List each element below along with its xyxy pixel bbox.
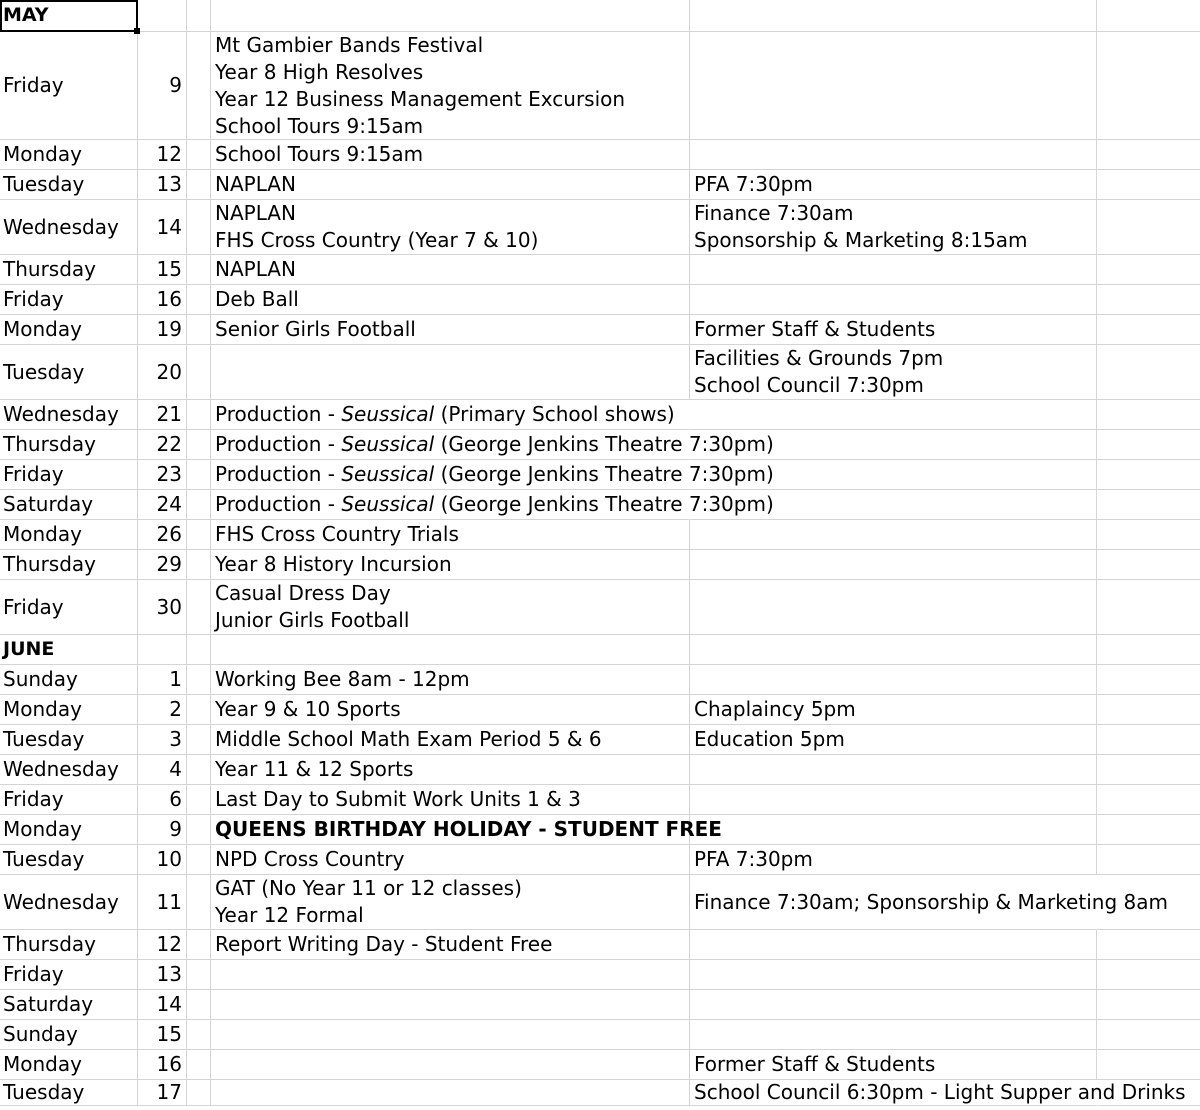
event-line: Last Day to Submit Work Units 1 & 3 (215, 787, 581, 811)
event-line: School Tours 9:15am (215, 113, 424, 138)
event-line: NPD Cross Country (215, 847, 405, 871)
meeting-line: PFA 7:30pm (694, 172, 813, 196)
meeting-line: Former Staff & Students (694, 1052, 936, 1076)
spacer-cell[interactable] (187, 285, 211, 315)
date-number: 4 (169, 757, 182, 781)
day-name: Saturday (3, 492, 94, 516)
spacer-cell[interactable] (187, 990, 211, 1020)
spacer-cell[interactable] (187, 345, 211, 400)
day-name: Monday (3, 522, 82, 546)
event-line: GAT (No Year 11 or 12 classes) (215, 876, 522, 900)
month-header-cell[interactable] (0, 0, 138, 32)
meetings-cell[interactable] (690, 345, 1097, 400)
event-line: NAPLAN (215, 257, 296, 281)
date-number-cell[interactable] (138, 1080, 187, 1106)
day-name: Monday (3, 1052, 82, 1076)
empty-cell[interactable] (211, 635, 690, 665)
empty-cell[interactable] (1097, 695, 1200, 725)
date-number: 23 (156, 462, 182, 486)
day-name-cell[interactable] (0, 400, 138, 430)
meetings-cell[interactable] (690, 1050, 1097, 1080)
empty-cell[interactable] (1097, 960, 1200, 990)
day-name-cell[interactable] (0, 345, 138, 400)
meetings-cell[interactable] (690, 580, 1097, 635)
event-line: Deb Ball (215, 287, 299, 311)
meetings-cell[interactable] (690, 285, 1097, 315)
date-number-cell[interactable] (138, 785, 187, 815)
day-name: Tuesday (3, 847, 85, 871)
day-name-cell[interactable] (0, 430, 138, 460)
event-line: Casual Dress Day (215, 581, 391, 605)
empty-cell[interactable] (1097, 1020, 1200, 1050)
day-name: Friday (3, 787, 64, 811)
empty-cell[interactable] (138, 0, 187, 32)
date-number-cell[interactable] (138, 140, 187, 170)
empty-cell[interactable] (1097, 400, 1200, 430)
day-name: Tuesday (3, 1080, 85, 1104)
production-detail: (Primary School shows) (434, 402, 675, 426)
meeting-line: Chaplaincy 5pm (694, 697, 856, 721)
empty-cell[interactable] (1097, 845, 1200, 875)
date-number-cell[interactable] (138, 930, 187, 960)
events-cell[interactable] (211, 665, 690, 695)
production-event (215, 401, 685, 428)
day-name-cell[interactable] (0, 695, 138, 725)
meetings-cell[interactable] (690, 1020, 1097, 1050)
events-cell[interactable] (211, 930, 690, 960)
day-name: Thursday (3, 257, 96, 281)
date-number: 10 (156, 847, 182, 871)
spacer-cell[interactable] (187, 815, 211, 845)
date-number: 9 (169, 817, 182, 841)
meetings-cell[interactable] (690, 170, 1097, 200)
event-line: Mt Gambier Bands Festival (215, 32, 484, 57)
date-number-cell[interactable] (138, 665, 187, 695)
event-line: Year 12 Formal (215, 903, 364, 927)
date-number: 14 (156, 214, 182, 239)
day-name-cell[interactable] (0, 32, 138, 140)
events-cell[interactable] (211, 430, 774, 460)
meetings-cell[interactable] (690, 815, 1097, 845)
spacer-cell[interactable] (187, 725, 211, 755)
meeting-line: Finance 7:30am (694, 201, 854, 225)
empty-cell[interactable] (211, 0, 690, 32)
date-number: 11 (156, 889, 182, 914)
meetings-cell[interactable] (690, 1080, 1186, 1106)
empty-cell[interactable] (1097, 785, 1200, 815)
day-name-cell[interactable] (0, 1080, 138, 1106)
day-name-cell[interactable] (0, 990, 138, 1020)
day-name: Wednesday (3, 402, 119, 426)
empty-cell[interactable] (1097, 345, 1200, 400)
empty-cell[interactable] (1097, 520, 1200, 550)
day-name-cell[interactable] (0, 490, 138, 520)
date-number: 13 (156, 962, 182, 986)
event-line: NAPLAN (215, 201, 296, 225)
production-detail: (George Jenkins Theatre 7:30pm) (434, 462, 774, 486)
date-number: 9 (169, 73, 182, 97)
spacer-cell[interactable] (187, 140, 211, 170)
day-name-cell[interactable] (0, 960, 138, 990)
date-number: 24 (156, 492, 182, 516)
event-line: Junior Girls Football (215, 608, 410, 632)
day-name-cell[interactable] (0, 255, 138, 285)
events-cell[interactable] (211, 32, 690, 140)
date-number-cell[interactable] (138, 460, 187, 490)
production-event (215, 431, 774, 458)
production-event (215, 491, 774, 518)
events-cell[interactable] (211, 490, 774, 520)
empty-cell[interactable] (1097, 430, 1200, 460)
production-detail: (George Jenkins Theatre 7:30pm) (434, 492, 774, 516)
meetings-cell[interactable] (690, 140, 1097, 170)
meeting-line: PFA 7:30pm (694, 847, 813, 871)
production-prefix: Production - (215, 402, 342, 426)
meeting-line: Former Staff & Students (694, 317, 936, 341)
date-number: 1 (169, 667, 182, 691)
day-name: Wednesday (3, 757, 119, 781)
spacer-cell[interactable] (187, 960, 211, 990)
meeting-line: Sponsorship & Marketing 8:15am (694, 228, 1028, 252)
empty-cell[interactable] (1097, 0, 1200, 32)
production-title: Seussical (341, 462, 435, 486)
production-title: Seussical (341, 432, 435, 456)
date-number-cell[interactable] (138, 550, 187, 580)
date-number-cell[interactable] (138, 1050, 187, 1080)
meeting-line: School Council 7:30pm (694, 373, 924, 397)
events-cell[interactable] (211, 550, 690, 580)
spacer-cell[interactable] (187, 665, 211, 695)
production-detail: (George Jenkins Theatre 7:30pm) (434, 432, 774, 456)
day-name: Tuesday (3, 359, 85, 384)
date-number: 16 (156, 287, 182, 311)
event-line: FHS Cross Country Trials (215, 522, 459, 546)
spacer-cell[interactable] (187, 32, 211, 140)
event-line: Year 9 & 10 Sports (215, 697, 401, 721)
day-name: Wednesday (3, 889, 119, 914)
date-number-cell[interactable] (138, 580, 187, 635)
events-cell[interactable] (211, 755, 690, 785)
empty-cell[interactable] (138, 635, 187, 665)
empty-cell[interactable] (1097, 490, 1200, 520)
events-cell[interactable] (211, 1050, 690, 1080)
events-cell[interactable] (211, 460, 774, 490)
event-line: FHS Cross Country (Year 7 & 10) (215, 228, 539, 252)
empty-cell[interactable] (1097, 725, 1200, 755)
day-name: Tuesday (3, 727, 85, 751)
empty-cell[interactable] (1097, 635, 1200, 665)
meetings-cell[interactable] (690, 755, 1097, 785)
date-number-cell[interactable] (138, 315, 187, 345)
spacer-cell[interactable] (187, 200, 211, 255)
day-name: Friday (3, 73, 64, 97)
date-number: 26 (156, 522, 182, 546)
day-name-cell[interactable] (0, 725, 138, 755)
spacer-cell[interactable] (187, 315, 211, 345)
day-name: Sunday (3, 1022, 78, 1046)
meetings-cell[interactable] (690, 550, 1097, 580)
date-number-cell[interactable] (138, 845, 187, 875)
date-number-cell[interactable] (138, 1020, 187, 1050)
empty-cell[interactable] (1097, 32, 1200, 140)
event-line: Report Writing Day - Student Free (215, 932, 553, 956)
date-number: 15 (156, 257, 182, 281)
empty-cell[interactable] (1097, 665, 1200, 695)
date-number-cell[interactable] (138, 170, 187, 200)
date-number: 29 (156, 552, 182, 576)
empty-cell[interactable] (1097, 170, 1200, 200)
empty-cell[interactable] (1097, 460, 1200, 490)
day-name: Thursday (3, 932, 96, 956)
date-number: 17 (156, 1080, 182, 1104)
event-line: Middle School Math Exam Period 5 & 6 (215, 727, 602, 751)
day-name-cell[interactable] (0, 1050, 138, 1080)
day-name-cell[interactable] (0, 785, 138, 815)
events-cell[interactable] (211, 785, 690, 815)
date-number: 21 (156, 402, 182, 426)
production-title: Seussical (341, 492, 435, 516)
month-label: JUNE (3, 638, 55, 660)
day-name: Friday (3, 287, 64, 311)
meetings-cell[interactable] (690, 200, 1097, 255)
spacer-cell[interactable] (187, 845, 211, 875)
spacer-cell[interactable] (187, 490, 211, 520)
date-number: 13 (156, 172, 182, 196)
events-cell[interactable] (211, 140, 690, 170)
date-number: 20 (156, 359, 182, 384)
events-cell[interactable] (211, 695, 690, 725)
empty-cell[interactable] (187, 635, 211, 665)
empty-cell[interactable] (1097, 990, 1200, 1020)
day-name: Tuesday (3, 172, 85, 196)
day-name: Thursday (3, 432, 96, 456)
date-number-cell[interactable] (138, 875, 187, 930)
day-name: Saturday (3, 992, 94, 1016)
day-name-cell[interactable] (0, 875, 138, 930)
day-name: Thursday (3, 552, 96, 576)
event-line: Year 11 & 12 Sports (215, 757, 414, 781)
events-cell[interactable] (211, 520, 690, 550)
meetings-cell[interactable] (690, 990, 1097, 1020)
spacer-cell[interactable] (187, 170, 211, 200)
day-name-cell[interactable] (0, 815, 138, 845)
date-number: 16 (156, 1052, 182, 1076)
events-cell[interactable] (211, 875, 690, 930)
date-number: 22 (156, 432, 182, 456)
events-cell[interactable] (211, 345, 690, 400)
date-number: 15 (156, 1022, 182, 1046)
production-prefix: Production - (215, 432, 342, 456)
spacer-cell[interactable] (187, 520, 211, 550)
spacer-cell[interactable] (187, 460, 211, 490)
day-name-cell[interactable] (0, 285, 138, 315)
date-number: 19 (156, 317, 182, 341)
spacer-cell[interactable] (187, 875, 211, 930)
spacer-cell[interactable] (187, 785, 211, 815)
date-number: 12 (156, 142, 182, 166)
day-name-cell[interactable] (0, 460, 138, 490)
day-name: Monday (3, 697, 82, 721)
month-header-cell[interactable] (0, 635, 138, 665)
spacer-cell[interactable] (187, 1050, 211, 1080)
day-name-cell[interactable] (0, 845, 138, 875)
day-name-cell[interactable] (0, 170, 138, 200)
date-number-cell[interactable] (138, 200, 187, 255)
day-name-cell[interactable] (0, 200, 138, 255)
day-name-cell[interactable] (0, 930, 138, 960)
day-name-cell[interactable] (0, 755, 138, 785)
empty-cell[interactable] (1097, 550, 1200, 580)
event-line: NAPLAN (215, 172, 296, 196)
date-number: 14 (156, 992, 182, 1016)
events-cell[interactable] (211, 170, 690, 200)
events-cell[interactable] (211, 960, 690, 990)
empty-cell[interactable] (1097, 815, 1200, 845)
date-number-cell[interactable] (138, 400, 187, 430)
event-line: Year 8 High Resolves (215, 59, 424, 84)
month-label: MAY (3, 4, 49, 26)
day-name-cell[interactable] (0, 550, 138, 580)
date-number: 12 (156, 932, 182, 956)
event-line: School Tours 9:15am (215, 142, 424, 166)
event-line: Year 12 Business Management Excursion (215, 86, 626, 111)
date-number-cell[interactable] (138, 490, 187, 520)
events-cell[interactable] (211, 400, 690, 430)
meetings-cell[interactable] (690, 315, 1097, 345)
date-number-cell[interactable] (138, 815, 187, 845)
meetings-cell[interactable] (690, 725, 1097, 755)
spacer-cell[interactable] (187, 1080, 211, 1106)
event-line: QUEENS BIRTHDAY HOLIDAY - STUDENT FREE (215, 817, 722, 841)
meetings-cell[interactable] (690, 875, 1168, 930)
empty-cell[interactable] (1097, 1050, 1200, 1080)
date-number: 3 (169, 727, 182, 751)
spacer-cell[interactable] (187, 580, 211, 635)
meetings-cell[interactable] (690, 665, 1097, 695)
event-line: Year 8 History Incursion (215, 552, 452, 576)
date-number-cell[interactable] (138, 255, 187, 285)
events-cell[interactable] (211, 580, 690, 635)
meeting-line: Facilities & Grounds 7pm (694, 346, 944, 370)
events-cell[interactable] (211, 1080, 690, 1106)
date-number-cell[interactable] (138, 430, 187, 460)
date-number-cell[interactable] (138, 345, 187, 400)
events-cell[interactable] (211, 815, 722, 845)
events-cell[interactable] (211, 1020, 690, 1050)
day-name: Monday (3, 817, 82, 841)
production-prefix: Production - (215, 462, 342, 486)
event-line: Working Bee 8am - 12pm (215, 667, 470, 691)
events-cell[interactable] (211, 200, 690, 255)
day-name-cell[interactable] (0, 1020, 138, 1050)
day-name: Sunday (3, 667, 78, 691)
empty-cell[interactable] (1097, 755, 1200, 785)
empty-cell[interactable] (1097, 285, 1200, 315)
events-cell[interactable] (211, 255, 690, 285)
empty-cell[interactable] (1097, 315, 1200, 345)
empty-cell[interactable] (690, 0, 1097, 32)
meetings-cell[interactable] (690, 400, 1097, 430)
day-name-cell[interactable] (0, 315, 138, 345)
day-name: Monday (3, 142, 82, 166)
date-number-cell[interactable] (138, 990, 187, 1020)
spacer-cell[interactable] (187, 755, 211, 785)
production-event (215, 461, 774, 488)
meeting-line: Education 5pm (694, 727, 845, 751)
events-cell[interactable] (211, 285, 690, 315)
empty-cell[interactable] (1097, 580, 1200, 635)
spacer-cell[interactable] (187, 550, 211, 580)
events-cell[interactable] (211, 725, 690, 755)
day-name-cell[interactable] (0, 580, 138, 635)
meetings-cell[interactable] (690, 255, 1097, 285)
date-number: 30 (156, 594, 182, 619)
day-name: Friday (3, 962, 64, 986)
day-name-cell[interactable] (0, 520, 138, 550)
spacer-cell[interactable] (187, 400, 211, 430)
day-name-cell[interactable] (0, 665, 138, 695)
meeting-line: Finance 7:30am; Sponsorship & Marketing 8am (694, 889, 1168, 914)
production-title: Seussical (341, 402, 435, 426)
spacer-cell[interactable] (187, 695, 211, 725)
events-cell[interactable] (211, 315, 690, 345)
spacer-cell[interactable] (187, 930, 211, 960)
day-name: Friday (3, 594, 64, 619)
day-name: Wednesday (3, 214, 119, 239)
date-number: 6 (169, 787, 182, 811)
events-cell[interactable] (211, 845, 690, 875)
day-name: Monday (3, 317, 82, 341)
spacer-cell[interactable] (187, 430, 211, 460)
day-name: Friday (3, 462, 64, 486)
date-number-cell[interactable] (138, 695, 187, 725)
empty-cell[interactable] (1097, 930, 1200, 960)
meetings-cell[interactable] (690, 960, 1097, 990)
event-line: Senior Girls Football (215, 317, 416, 341)
date-number-cell[interactable] (138, 285, 187, 315)
empty-cell[interactable] (1097, 255, 1200, 285)
meetings-cell[interactable] (690, 32, 1097, 140)
meetings-cell[interactable] (690, 785, 1097, 815)
meetings-cell[interactable] (690, 845, 1097, 875)
date-number-cell[interactable] (138, 755, 187, 785)
meetings-cell[interactable] (690, 520, 1097, 550)
date-number: 2 (169, 697, 182, 721)
spacer-cell[interactable] (187, 255, 211, 285)
day-name-cell[interactable] (0, 140, 138, 170)
meeting-line: School Council 6:30pm - Light Supper and Drinks (694, 1080, 1186, 1104)
meetings-cell[interactable] (690, 695, 1097, 725)
events-cell[interactable] (211, 990, 690, 1020)
date-number-cell[interactable] (138, 520, 187, 550)
meetings-cell[interactable] (690, 930, 1097, 960)
date-number-cell[interactable] (138, 725, 187, 755)
empty-cell[interactable] (1097, 200, 1200, 255)
production-prefix: Production - (215, 492, 342, 516)
date-number-cell[interactable] (138, 32, 187, 140)
empty-cell[interactable] (690, 635, 1097, 665)
date-number-cell[interactable] (138, 960, 187, 990)
spacer-cell[interactable] (187, 1020, 211, 1050)
empty-cell[interactable] (1097, 140, 1200, 170)
empty-cell[interactable] (187, 0, 211, 32)
